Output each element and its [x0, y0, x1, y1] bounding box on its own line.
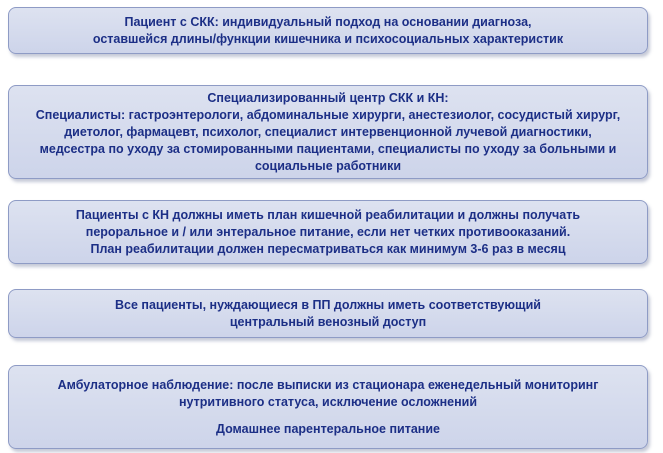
step-text-line: социальные работники [254, 158, 402, 173]
step-text-line: диетолог, фармацевт, психолог, специалист интервенционной лучевой диагностики, [64, 124, 592, 139]
step-text-line: пероральное и / или энтеральное питание, если нет четких противооказаний. [85, 224, 571, 239]
step-box-venous-access [8, 289, 648, 338]
step-text-line: План реабилитации должен пересматриваться как минимум 3-6 раз в месяц [90, 241, 566, 256]
step-box-patient-approach [8, 7, 648, 54]
step-heading: Специализированный центр СКК и КН: [207, 90, 449, 105]
step-text-line: Специалисты: гастроэнтерологи, абдоминальные хирурги, анестезиолог, сосудистый хирург, [35, 107, 621, 122]
step-text-line: Амбулаторное наблюдение: после выписки из стационара еженедельный мониторинг [57, 377, 599, 392]
step-text-line: нутритивного статуса, исключение осложнений [178, 394, 478, 409]
step-text-line: Пациенты с КН должны иметь план кишечной реабилитации и должны получать [75, 207, 581, 222]
step-box-rehabilitation-plan [8, 200, 648, 264]
step-text-line: Все пациенты, нуждающиеся в ПП должны иметь соответствующий [115, 297, 541, 312]
step-text-line: оставшейся длины/функции кишечника и психосоциальных характеристик [92, 31, 564, 46]
step-text-line-home-pn: Домашнее парентеральное питание [216, 421, 440, 436]
step-text-line: Пациент с СКК: индивидуальный подход на основании диагноза, [124, 14, 532, 29]
step-text-line: медсестра по уходу за стомированными пациентами, специалисты по уходу за больными и [39, 141, 617, 156]
step-box-outpatient-followup [8, 365, 648, 449]
step-box-specialized-center [8, 85, 648, 179]
step-text-line: центральный венозный доступ [229, 314, 427, 329]
